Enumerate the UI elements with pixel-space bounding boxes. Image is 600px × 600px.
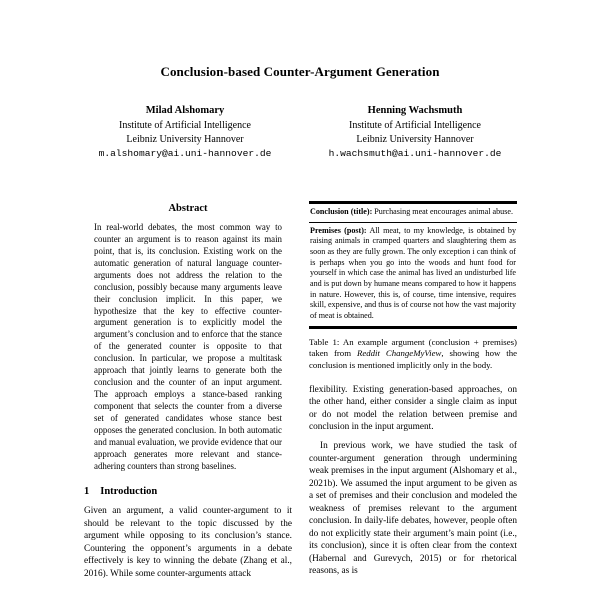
author-block-1 xyxy=(70,104,300,161)
table-conclusion-row xyxy=(309,204,517,222)
conclusion-label: Conclusion (title): xyxy=(310,207,373,217)
introduction-paragraph: Given an argument, a valid counter-argument to it should be relevant to the topic discussed by the argument while opposing to its conclusion’s stance. Countering the opponent’s arguments in a debate effectively is key to winning the debate (Zhang et al., 2016). While some counter-arguments attack xyxy=(84,506,292,579)
author-email: m.alshomary@ai.uni-hannover.de xyxy=(98,148,272,160)
example-argument-table xyxy=(309,201,517,329)
author-affiliation-line1: Institute of Artificial Intelligence xyxy=(349,120,481,132)
author-affiliation-line2: Leibniz University Hannover xyxy=(356,133,474,145)
body-paragraph-2: In previous work, we have studied the task of counter-argument generation through undermining weak premises in the input argument (Alshomary et al., 2021b). We assumed the input argument to be given as a set of premises and their conclusion and modeled the weakness of premises relevant to the argument conclusion. In daily-life debates, however, people often do not explicitly state their argument’s main point (i.e., its conclusion), since it is often clear from the context (Habernal and Gurevych, 2015) or for rhetorical reasons, as is xyxy=(309,441,517,576)
section-title: Introduction xyxy=(100,486,158,498)
table-caption xyxy=(309,337,517,372)
caption-suffix: , showing how the conclusion is mentioned implicitly only in the body. xyxy=(309,348,517,371)
author-row xyxy=(70,104,530,161)
table-bottom-rule xyxy=(309,326,517,329)
table-premises-row xyxy=(309,223,517,326)
section-number: 1 xyxy=(84,486,90,498)
author-block-2 xyxy=(300,104,530,161)
section-heading-introduction xyxy=(84,486,292,497)
conclusion-text: Purchasing meat encourages animal abuse. xyxy=(372,207,513,217)
premises-label: Premises (post): xyxy=(310,225,367,235)
abstract-text: In real-world debates, the most common way to counter an argument is to reason against its main point, that is, its conclusion. Existing work on the automatic generation of natural language counter-arguments does not address the relation to the conclusion, possibly because many arguments leave their conclusion implicit. In this paper, we hypothesize that the key to effective counter-argument generation is to explicitly model the argument’s conclusion and to enforce that the stance of the generated counter is opposite to that conclusion. In particular, we propose a multitask approach that jointly learns to generate both the conclusion and the counter of an input argument. The approach employs a stance-based ranking component that selects the counter from a diverse set of generated candidates whose stance best opposes the generated conclusion. In both automatic and manual evaluation, we provide evidence that our approach generates more relevant and stance-adhering counters than strong baselines. xyxy=(94,222,282,471)
author-name: Henning Wachsmuth xyxy=(367,105,463,116)
premises-text: All meat, to my knowledge, is obtained by raising animals in cramped quarters and slaughtering them as soon as they are fully grown. The only exception i can think of is perhaps when you go into the woods and hunt food for yourself in which case the animal has lived an undisturbed life and is put down by humane means compared to how it happens in nature. However, this is, of course, time intensive, requires skill, expensive, and thus is of course not how the vast majority of meat is obtained. xyxy=(310,225,516,321)
abstract-heading: Abstract xyxy=(168,203,208,215)
paper-title: Conclusion-based Counter-Argument Generation xyxy=(160,64,440,79)
body-paragraph-1: flexibility. Existing generation-based approaches, on the other hand, either consider a single claim as input or do not model the relation between premise and conclusion in the input argument. xyxy=(309,384,517,433)
author-email: h.wachsmuth@ai.uni-hannover.de xyxy=(328,148,502,160)
author-affiliation-line2: Leibniz University Hannover xyxy=(126,133,244,145)
left-column xyxy=(84,201,292,587)
caption-prefix: Table 1: An example argument (conclusion + premises) taken from xyxy=(309,336,517,359)
author-affiliation-line1: Institute of Artificial Intelligence xyxy=(119,120,251,132)
right-column xyxy=(309,201,517,587)
two-column-body xyxy=(84,201,516,587)
author-name: Milad Alshomary xyxy=(145,105,225,116)
caption-italic-source: Reddit ChangeMyView xyxy=(356,348,442,359)
